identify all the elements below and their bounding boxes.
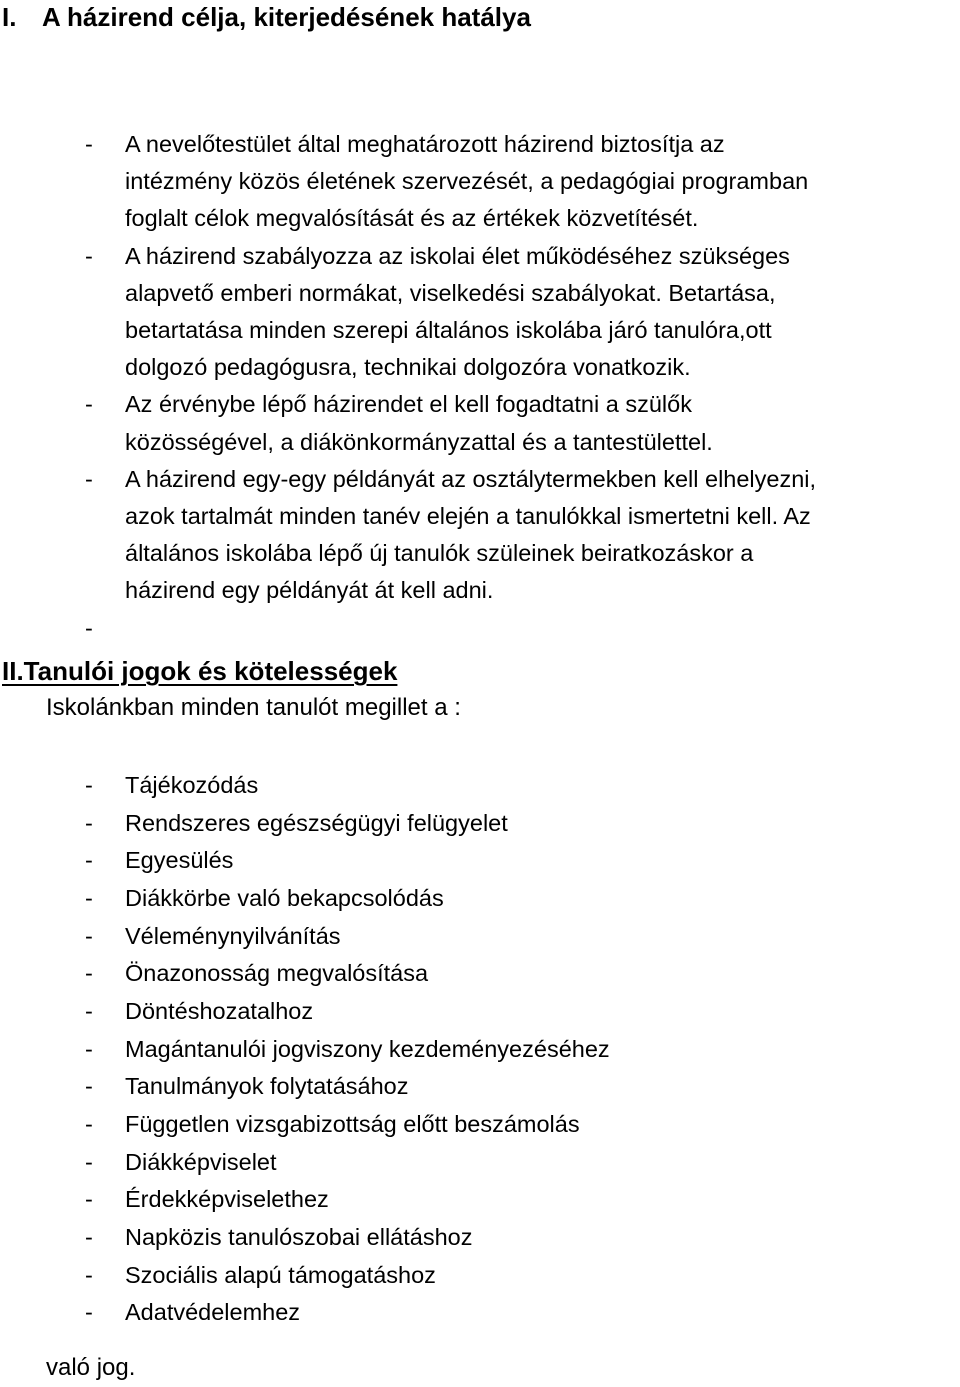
bullet-dash: - [85,1110,93,1137]
list-item [85,386,955,460]
list-item-text: Független vizsgabizottság előtt beszámolás [125,1110,580,1137]
bullet-dash: - [85,1186,93,1213]
list-item-line: azok tartalmát minden tanév elején a tanulókkal ismertetni kell. Az [125,503,811,530]
section-2-intro: Iskolánkban minden tanulót megillet a : [46,694,461,721]
list-item [85,767,955,805]
list-item [85,1181,955,1219]
list-item-text: Véleménynyilvánítás [125,922,341,949]
list-item [85,842,955,880]
bullet-dash: - [85,772,93,798]
list-item-line: általános iskolába lépő új tanulók szüleinek beiratkozáskor a [125,540,754,567]
list-item-text: Önazonosság megvalósítása [125,960,429,987]
list-item [85,461,955,610]
bullet-dash: - [85,242,93,269]
list-item [85,1144,955,1182]
list-item [85,1106,955,1144]
list-item-line: Az érvénybe lépő házirendet el kell fogadtatni a szülők [125,391,692,418]
bullet-dash: - [85,131,93,157]
list-item-text: Napközis tanulószobai ellátáshoz [125,1223,473,1250]
list-item [85,238,955,387]
bullet-dash: - [85,1073,93,1100]
list-item-line: foglalt célok megvalósítását és az értékek közvetítését. [125,205,699,232]
list-item [85,1068,955,1106]
list-item [85,955,955,993]
list-item-text: Szociális alapú támogatáshoz [125,1261,436,1288]
student-rights-list [85,767,955,1332]
list-item [85,1257,955,1295]
bullet-dash: - [85,1299,93,1326]
section-1-title: A házirend célja, kiterjedésének hatálya [42,2,531,32]
list-item-text: Magántanulói jogviszony kezdeményezéséhez [125,1035,610,1062]
bullet-dash: - [85,997,93,1024]
list-item-line: A házirend szabályozza az iskolai élet működéséhez szükséges [125,242,790,269]
list-item-line: A házirend egy-egy példányát az osztálytermekben kell elhelyezni, [125,465,817,492]
list-item-text: Adatvédelemhez [125,1299,301,1326]
list-item [85,1031,955,1069]
list-item-text: Diákképviselet [125,1148,277,1175]
bullet-dash: - [85,391,93,418]
bullet-dash: - [85,1223,93,1250]
list-item [85,1294,955,1332]
list-item-line: betartatása minden szerepi általános iskolába járó tanulóra,ott [125,317,772,344]
bullet-dash: - [85,1035,93,1062]
list-item-line: házirend egy példányát át kell adni. [125,577,494,604]
list-item-text: Rendszeres egészségügyi felügyelet [125,809,508,836]
list-item-line: közösségével, a diákönkormányzattal és a tantestülettel. [125,428,713,455]
bullet-dash: - [85,614,93,641]
bullet-dash: - [85,1148,93,1175]
list-item [85,880,955,918]
list-item [85,918,955,956]
list-item [85,1219,955,1257]
bullet-dash: - [85,922,93,949]
list-item-text: Érdekképviselethez [125,1186,329,1213]
list-item [85,805,955,843]
list-item-text: Döntéshozatalhoz [125,997,314,1024]
list-item-line: A nevelőtestület által meghatározott házirend biztosítja az [125,131,725,157]
list-item-line: dolgozó pedagógusra, technikai dolgozóra vonatkozik. [125,354,691,381]
section-2-heading: II.Tanulói jogok és kötelességek [2,656,398,686]
section-1-list [85,126,955,641]
list-item-line: intézmény közös életének szervezését, a pedagógiai programban [125,168,809,195]
bullet-dash: - [85,847,93,874]
section-1-heading [2,0,531,34]
closing-text: való jog. [46,1354,136,1381]
bullet-dash: - [85,1261,93,1288]
list-item-text: Tanulmányok folytatásához [125,1073,409,1100]
list-item [85,126,955,238]
bullet-dash: - [85,884,93,911]
list-item-text: Diákkörbe való bekapcsolódás [125,884,444,911]
list-item-text: Egyesülés [125,847,234,874]
list-item [85,993,955,1031]
bullet-dash: - [85,465,93,492]
list-item-line: alapvető emberi normákat, viselkedési szabályokat. Betartása, [125,279,776,306]
bullet-dash: - [85,809,93,836]
list-item-text: Tájékozódás [125,772,259,798]
section-1-number: I. [2,2,17,32]
bullet-dash: - [85,960,93,987]
